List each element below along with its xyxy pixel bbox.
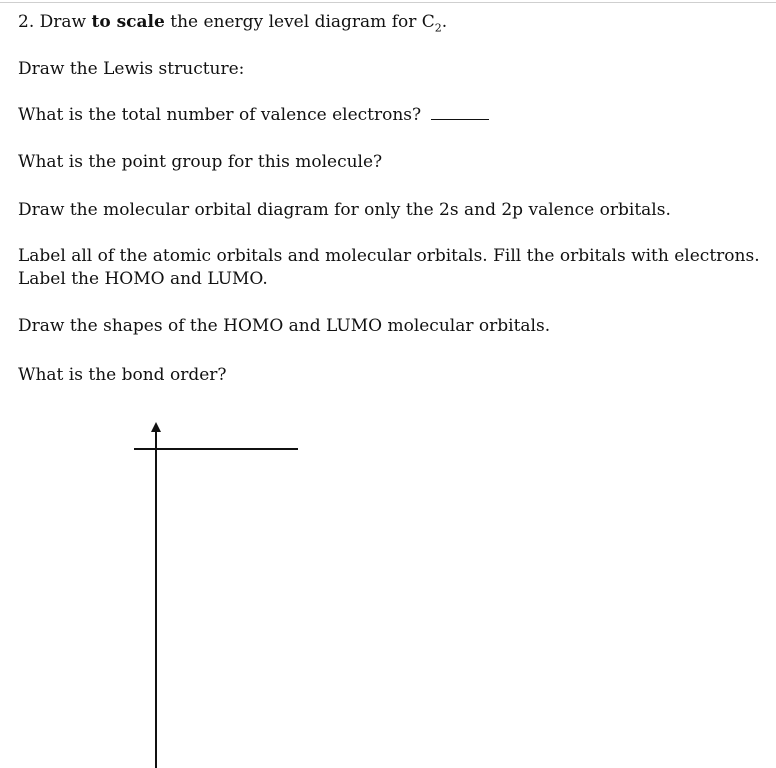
energy-axis-vertical bbox=[155, 432, 157, 768]
label-instructions-line1: Label all of the atomic orbitals and molecular orbitals. Fill the orbitals with electrons. bbox=[18, 246, 760, 266]
top-divider bbox=[0, 2, 776, 3]
question-suffix: the energy level diagram for C bbox=[170, 12, 435, 32]
mo-diagram-prompt: Draw the molecular orbital diagram for only the 2s and 2p valence orbitals. bbox=[18, 200, 671, 220]
energy-level-line bbox=[134, 448, 298, 450]
label-instructions-line2: Label the HOMO and LUMO. bbox=[18, 269, 268, 289]
question-period: . bbox=[441, 12, 448, 32]
valence-text: What is the total number of valence electrons? bbox=[18, 105, 422, 125]
point-group-prompt: What is the point group for this molecule? bbox=[18, 152, 383, 172]
shapes-prompt: Draw the shapes of the HOMO and LUMO molecular orbitals. bbox=[18, 316, 551, 336]
question-heading bbox=[18, 11, 447, 39]
valence-prompt bbox=[18, 104, 489, 126]
question-emphasis: to scale bbox=[91, 12, 165, 32]
question-subscript: 2 bbox=[434, 21, 442, 35]
question-prefix: Draw bbox=[39, 12, 87, 32]
bond-order-prompt: What is the bond order? bbox=[18, 365, 227, 385]
energy-axis-arrowhead bbox=[151, 422, 161, 432]
valence-answer-blank bbox=[431, 105, 489, 120]
question-number: 2. bbox=[18, 12, 35, 32]
lewis-prompt: Draw the Lewis structure: bbox=[18, 59, 245, 79]
